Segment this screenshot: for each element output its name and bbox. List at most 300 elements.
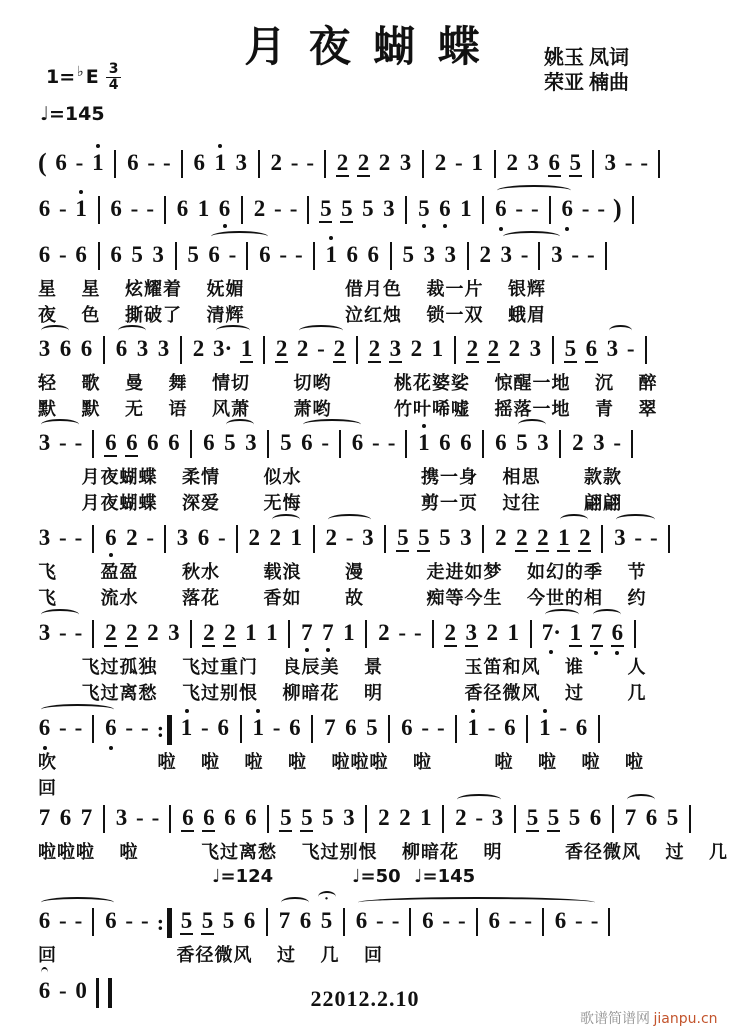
note: 1: [180, 715, 193, 740]
note: 5: [439, 525, 451, 550]
note: 3: [157, 336, 170, 361]
slur-arc: [325, 525, 375, 550]
note: 5: [340, 196, 353, 223]
note: 3: [136, 336, 149, 361]
note: 1: [240, 336, 253, 363]
dash: -: [372, 430, 380, 455]
barline: [455, 715, 457, 743]
dash: -: [640, 150, 649, 175]
barline: [169, 805, 171, 833]
dash: -: [289, 196, 298, 221]
barline: [365, 620, 367, 648]
note: 6: [115, 336, 128, 361]
barline: [307, 196, 309, 224]
barline: [92, 908, 94, 936]
note: 2: [495, 525, 507, 550]
dash: -: [146, 525, 155, 550]
barline: [267, 805, 269, 833]
note: 6: [38, 715, 51, 743]
note: 2: [508, 336, 521, 361]
note: 6: [589, 805, 602, 830]
barline: [240, 715, 242, 743]
barline: [114, 150, 116, 178]
note: 3: [604, 150, 616, 175]
note: 6: [217, 715, 229, 740]
note: 1: [460, 196, 472, 221]
barline: [612, 805, 614, 833]
slur-arc: [296, 336, 346, 363]
dash: -: [141, 715, 149, 740]
slur-arc: [278, 908, 312, 933]
lyrics-row: 默 默 无 语 风萧 萧哟 竹叶唏嘘 摇落一地 青 翠: [38, 399, 658, 419]
note: 5: [201, 908, 214, 935]
dash: -: [398, 620, 407, 645]
dash: -: [613, 430, 622, 455]
note: 3: [593, 430, 605, 455]
note: 1: [92, 150, 104, 175]
note: 1: [557, 525, 570, 552]
note: 5: [279, 805, 292, 832]
note: 2: [410, 336, 423, 361]
dash: -: [141, 908, 149, 933]
dash: -: [59, 242, 67, 267]
barline: [409, 908, 411, 936]
note: 2: [223, 620, 236, 647]
barline: [405, 430, 407, 458]
note: 6: [105, 525, 117, 550]
notes-row: [38, 324, 706, 370]
dash: -: [414, 620, 422, 645]
dash: -: [634, 525, 643, 550]
dash: -: [306, 150, 315, 175]
note: 6: [289, 715, 301, 740]
note: 6: [301, 430, 313, 455]
key-note: E: [85, 66, 99, 89]
lyrics-row: 月夜蝴蝶 深爱 无悔 剪一页 过往 翩翩: [38, 493, 622, 513]
note: 2: [444, 620, 457, 647]
flat-icon: ♭: [77, 64, 84, 81]
note: 6: [439, 196, 451, 221]
note: 6: [127, 150, 139, 175]
note: 2: [368, 336, 381, 363]
dash: -: [59, 525, 67, 550]
note: 6: [611, 620, 624, 647]
barline: [601, 525, 603, 553]
note: 2: [455, 805, 467, 830]
note: 0: [75, 978, 87, 1003]
dash: -: [125, 715, 134, 740]
note: 1: [245, 620, 257, 645]
note: 2: [333, 336, 346, 363]
notes-row: [38, 793, 706, 839]
dash: -: [59, 196, 67, 221]
note: 5: [547, 805, 560, 832]
dash: -: [279, 242, 288, 267]
note: 2: [434, 150, 447, 175]
barline: [267, 430, 269, 458]
note: 5: [322, 805, 334, 830]
barline: [311, 715, 313, 743]
barline: [103, 805, 105, 833]
dash: -: [345, 525, 354, 550]
barline: [181, 150, 183, 178]
slur-arc: [115, 336, 149, 361]
note: 5: [402, 242, 414, 267]
note: 1: [467, 715, 479, 740]
dash: -: [387, 430, 396, 455]
dash: -: [458, 908, 466, 933]
lyrics-row: 飞 盈盈 秋水 载浪 漫 走进如梦 如幻的季 节: [38, 562, 647, 582]
note: 3: [527, 150, 539, 175]
dash: -: [520, 242, 529, 267]
barline: [454, 336, 456, 364]
barline: [559, 430, 561, 458]
note: 6: [299, 908, 312, 933]
notes-row: [38, 138, 706, 184]
dash: -: [590, 908, 599, 933]
note: 7: [301, 620, 313, 645]
slur-arc: [208, 242, 272, 270]
note: 2: [325, 525, 337, 550]
note: 5: [396, 525, 409, 552]
slur-arc: [500, 242, 564, 270]
barline: [689, 805, 691, 833]
note: 6: [193, 150, 205, 175]
dash: -: [274, 196, 282, 221]
key-prefix: 1=: [46, 66, 76, 89]
barline: [190, 430, 192, 458]
note: 2: [506, 150, 518, 175]
lyrics-row: 轻 歌 曼 舞 情切 切哟 桃花婆娑 惊醒一地 沉 醉: [38, 373, 658, 393]
dash: -: [74, 620, 83, 645]
note: 6: [504, 715, 516, 740]
note: 6: [59, 805, 72, 830]
note: 6: [110, 196, 122, 221]
note: 2: [202, 620, 215, 647]
barline: [658, 150, 660, 178]
note: 1: [431, 336, 444, 361]
note: 2: [399, 805, 411, 830]
slur-arc: [38, 430, 82, 455]
slur-arc: [38, 908, 117, 936]
note: 3: [383, 196, 395, 221]
barline: [343, 908, 345, 936]
note: 3: [38, 430, 51, 455]
slur-arc: [590, 620, 624, 647]
music-line-block: [38, 418, 706, 516]
note: 1: [420, 805, 432, 830]
dash: -: [136, 805, 144, 830]
note: 6: [488, 908, 500, 933]
dash: -: [597, 196, 606, 221]
barline: [266, 908, 268, 936]
music-line-block: [38, 184, 706, 230]
lyrics-row: 回: [38, 778, 57, 798]
note: 5: [362, 196, 374, 221]
composer: 荣亚 楠曲: [544, 72, 629, 94]
note: 3: [551, 242, 563, 267]
barline: [608, 908, 610, 936]
note: 6: [346, 242, 358, 267]
slur-arc: [38, 715, 117, 743]
note: 6: [168, 430, 180, 455]
note: 2: [269, 525, 281, 550]
dash: -: [317, 336, 325, 361]
dash: -: [74, 715, 83, 740]
time-signature: [106, 62, 122, 92]
dash: -: [587, 242, 595, 267]
tempo-change-mark: ♩=145: [414, 866, 476, 887]
lyrics-row: 啦啦啦 啦 飞过离愁 飞过别恨 柳暗花 明 香径微风 过 几: [38, 842, 728, 862]
note: 3: [245, 430, 257, 455]
song-title: 月 夜 蝴 蝶: [244, 25, 486, 71]
dash: -: [59, 978, 67, 1003]
barline: [405, 196, 407, 224]
note: 6: [181, 805, 194, 832]
slur-arc: [38, 336, 72, 361]
note: 2: [104, 620, 117, 647]
note: 6: [38, 196, 51, 221]
dash: -: [571, 242, 580, 267]
note: 6: [218, 196, 231, 221]
lyrics-row: 吹 啦 啦 啦 啦 啦啦啦 啦 啦 啦 啦 啦: [38, 752, 644, 772]
watermark-link[interactable]: jianpu.cn: [653, 1011, 718, 1027]
note: 2: [275, 336, 288, 363]
note: 1: [266, 620, 278, 645]
note: 3: [423, 242, 435, 267]
barline: [482, 430, 484, 458]
barline: [668, 525, 670, 553]
slur-arc: [355, 908, 598, 936]
note: 6: [422, 908, 434, 933]
dash: -: [130, 196, 139, 221]
note: 5: [516, 430, 528, 455]
dash: -: [74, 908, 83, 933]
note: 6: [355, 908, 368, 933]
tempo-marking: ♩=145: [40, 103, 105, 125]
note: 5: [300, 805, 313, 832]
note: 6: [110, 242, 122, 267]
note: 7: [624, 805, 637, 830]
watermark: [580, 1008, 718, 1028]
note: 6: [401, 715, 413, 740]
notes-row: [38, 184, 706, 230]
note: 5: [366, 715, 378, 740]
dash: -: [487, 715, 496, 740]
dash: -: [74, 525, 83, 550]
note: 6: [38, 908, 51, 933]
lyrics-row: 夜 色 撕破了 清辉 泣红烛 锁一双 蛾眉: [38, 305, 546, 325]
dash: -: [125, 908, 134, 933]
barline: [526, 715, 528, 743]
note: 6: [202, 805, 215, 832]
date-caption: 22012.2.10: [310, 986, 420, 1011]
barline: [631, 430, 633, 458]
dash: -: [626, 336, 635, 361]
music-line-block: [38, 138, 706, 184]
barline: [92, 715, 94, 743]
dash: -: [624, 150, 633, 175]
note: 6: [104, 430, 117, 457]
barline: [432, 620, 434, 648]
barline: [442, 805, 444, 833]
note: 6: [259, 242, 271, 267]
note: 6: [104, 715, 117, 743]
note: 3: [465, 620, 478, 647]
slur-arc: [557, 525, 591, 552]
dash: -: [146, 196, 155, 221]
tempo-change-mark: ♩=50: [352, 866, 401, 887]
note: 3: [399, 150, 412, 175]
note: 2: [378, 620, 390, 645]
note: 3: [529, 336, 542, 361]
slur-arc: [300, 430, 364, 458]
notes-row: [38, 896, 706, 942]
notes-row: [38, 418, 706, 464]
note: 2: [479, 242, 491, 267]
time-bottom: 4: [108, 76, 119, 93]
note: 6: [55, 150, 67, 175]
slur-arc: [606, 336, 635, 361]
note: 3: [115, 805, 128, 830]
note: 7: [38, 805, 51, 830]
note: 1: [539, 715, 551, 740]
barline: [598, 715, 600, 743]
music-line-block: [38, 608, 706, 706]
note: 6: [585, 336, 598, 363]
dash: -: [163, 150, 171, 175]
note: 2: [536, 525, 549, 552]
barline: [164, 525, 166, 553]
slur-arc: [515, 430, 549, 455]
watermark-site-name: 歌谱简谱网: [580, 1012, 650, 1027]
barline: [288, 620, 290, 648]
music-line-block: [38, 703, 706, 801]
dash: -: [74, 430, 83, 455]
note: 6: [645, 805, 658, 830]
note: 6: [495, 430, 507, 455]
note: 1: [343, 620, 355, 645]
dash: -: [59, 715, 67, 740]
note: 3: [168, 620, 180, 645]
note: 6: [351, 430, 364, 455]
barline: [645, 336, 647, 364]
notes-row: [38, 608, 706, 654]
note: 3: [389, 336, 402, 363]
barline: [356, 336, 358, 364]
note: 5: [131, 242, 143, 267]
note: 6: [561, 196, 574, 224]
note: 1: [418, 430, 430, 455]
slur-arc: [494, 196, 573, 224]
note: 3: [491, 805, 504, 830]
dash: -: [575, 908, 583, 933]
note: 2: [125, 620, 138, 647]
note: 5: [564, 336, 577, 363]
note: 6: [245, 805, 257, 830]
note: 6: [75, 242, 87, 267]
dash: -: [272, 715, 281, 740]
barline: [390, 242, 392, 270]
lyrics-row: 飞过孤独 飞过重门 良辰美 景 玉笛和风 谁 人: [38, 657, 647, 677]
barline: [482, 525, 484, 553]
note: 5: [526, 805, 539, 832]
dash: -: [59, 908, 67, 933]
note: 5: [418, 196, 430, 221]
note: 6: [575, 715, 588, 740]
barline: [164, 196, 166, 224]
barline: [514, 805, 516, 833]
barline: [236, 525, 238, 553]
slur-arc: [624, 805, 658, 830]
note: 1: [75, 196, 87, 221]
tempo-change-mark: ♩=124: [212, 866, 274, 887]
dash: -: [59, 620, 67, 645]
note: 7: [80, 805, 93, 830]
note: 6: [494, 196, 507, 224]
dash: -: [650, 525, 658, 550]
note: 5: [568, 805, 581, 830]
dash: -: [559, 715, 568, 740]
dash: -: [201, 715, 209, 740]
barline: [263, 336, 265, 364]
music-line-block: [38, 230, 706, 328]
dash: -: [531, 196, 539, 221]
barline: [339, 430, 341, 458]
barline: [365, 805, 367, 833]
note: 1: [252, 715, 264, 740]
note: 2: [147, 620, 159, 645]
dash: -: [228, 242, 237, 267]
note: 2: [378, 805, 390, 830]
note: 6: [554, 908, 567, 933]
barline: [592, 150, 594, 178]
dash: -: [59, 430, 67, 455]
note: 5: [187, 242, 199, 267]
note: 1: [325, 242, 337, 267]
lyricist: 姚玉 凤词: [544, 47, 629, 69]
note: 2: [378, 150, 391, 175]
dash: -: [295, 242, 303, 267]
note: 1: [507, 620, 519, 645]
barline: [388, 715, 390, 743]
dash: -: [290, 150, 299, 175]
lyrics-row: 月夜蝴蝶 柔情 似水 携一身 相思 款款: [38, 467, 622, 487]
barline: [605, 242, 607, 270]
note: 2: [192, 336, 205, 361]
note: 6: [243, 908, 256, 933]
note: 6: [38, 978, 51, 1003]
note: 2: [578, 525, 591, 552]
barline: [190, 620, 192, 648]
lyrics-row: 飞 流水 落花 香如 故 痴等今生 今世的相 约: [38, 588, 647, 608]
note: 3: [38, 336, 51, 361]
note: 7: [590, 620, 603, 647]
barline: [530, 620, 532, 648]
dash: -: [524, 908, 533, 933]
repeat-barline: :: [157, 715, 172, 745]
barline: [467, 242, 469, 270]
note: 6: [345, 715, 357, 740]
note: 3: [38, 620, 51, 645]
note: 3: [606, 336, 619, 361]
note: 5: [319, 196, 332, 223]
dash: -: [437, 715, 445, 740]
music-line-block: [38, 513, 706, 611]
credits: [544, 46, 629, 96]
dash: -: [75, 150, 84, 175]
music-line-block: [38, 896, 706, 968]
